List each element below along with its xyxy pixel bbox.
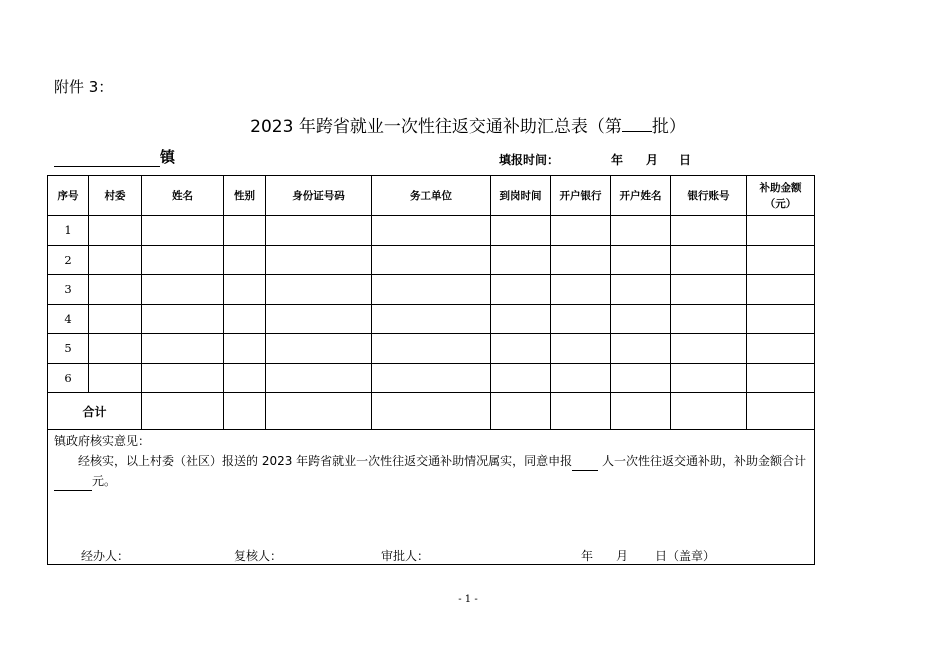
table-row — [48, 334, 815, 364]
header-cell: 身份证号码 — [266, 176, 372, 216]
header-cell: 姓名 — [142, 176, 224, 216]
header-cell: 序号 — [48, 176, 89, 216]
opinion-text-2: 人一次性往返交通补助，补助金额合计 — [602, 454, 807, 468]
title-suffix: 批） — [651, 117, 686, 137]
opinion-cell — [48, 430, 815, 565]
table-row — [48, 216, 815, 246]
fill-time-label: 填报时间： — [499, 153, 560, 167]
row-number: 1 — [48, 216, 89, 246]
table-row — [48, 304, 815, 334]
opinion-text-1: 经核实，以上村委（社区）报送的 2023 年跨省就业一次性往返交通补助情况属实，同意申报 — [78, 454, 573, 468]
batch-blank[interactable] — [622, 115, 652, 132]
row-number: 3 — [48, 275, 89, 305]
total-row — [48, 393, 815, 430]
row-number: 5 — [48, 334, 89, 364]
header-cell: 到岗时间 — [491, 176, 551, 216]
town-blank[interactable] — [54, 148, 160, 167]
opinion-row — [48, 430, 815, 565]
page-number: - 1 - — [458, 594, 478, 605]
header-cell: 银行账号 — [671, 176, 747, 216]
fill-time-year: 年 — [611, 153, 624, 167]
document-title — [0, 112, 936, 137]
row-number: 2 — [48, 245, 89, 275]
approver-label: 审批人： — [381, 549, 430, 563]
town-suffix: 镇 — [160, 148, 176, 166]
header-cell-amount — [747, 176, 815, 216]
table-row — [48, 275, 815, 305]
amount-unit: （元） — [764, 197, 797, 210]
header-cell: 务工单位 — [372, 176, 491, 216]
header-row — [48, 176, 815, 216]
attachment-label: 附件 3： — [54, 78, 114, 96]
opinion-text-3: 元。 — [92, 474, 117, 488]
header-cell: 性别 — [224, 176, 266, 216]
town-line — [54, 146, 175, 167]
header-cell: 开户姓名 — [611, 176, 671, 216]
total-label: 合计 — [48, 393, 142, 430]
opinion-heading: 镇政府核实意见： — [54, 434, 151, 448]
header-cell: 村委 — [89, 176, 142, 216]
handler-label: 经办人： — [81, 549, 130, 563]
title-main: 2023 年跨省就业一次性往返交通补助汇总表（第 — [250, 117, 622, 137]
date-year: 年 — [581, 549, 594, 563]
table-row — [48, 363, 815, 393]
row-number: 4 — [48, 304, 89, 334]
amount-header: 补助金额 — [759, 181, 802, 194]
fill-time-month: 月 — [646, 153, 659, 167]
date-day-seal: 日（盖章） — [655, 549, 716, 563]
table-row — [48, 245, 815, 275]
header-cell: 开户银行 — [551, 176, 611, 216]
fill-time-day: 日 — [679, 153, 692, 167]
people-count-blank[interactable] — [572, 456, 598, 471]
reviewer-label: 复核人： — [234, 549, 283, 563]
amount-blank[interactable] — [54, 476, 92, 491]
summary-table — [47, 175, 815, 565]
opinion-body — [54, 451, 808, 491]
row-number: 6 — [48, 363, 89, 393]
date-month: 月 — [616, 549, 629, 563]
